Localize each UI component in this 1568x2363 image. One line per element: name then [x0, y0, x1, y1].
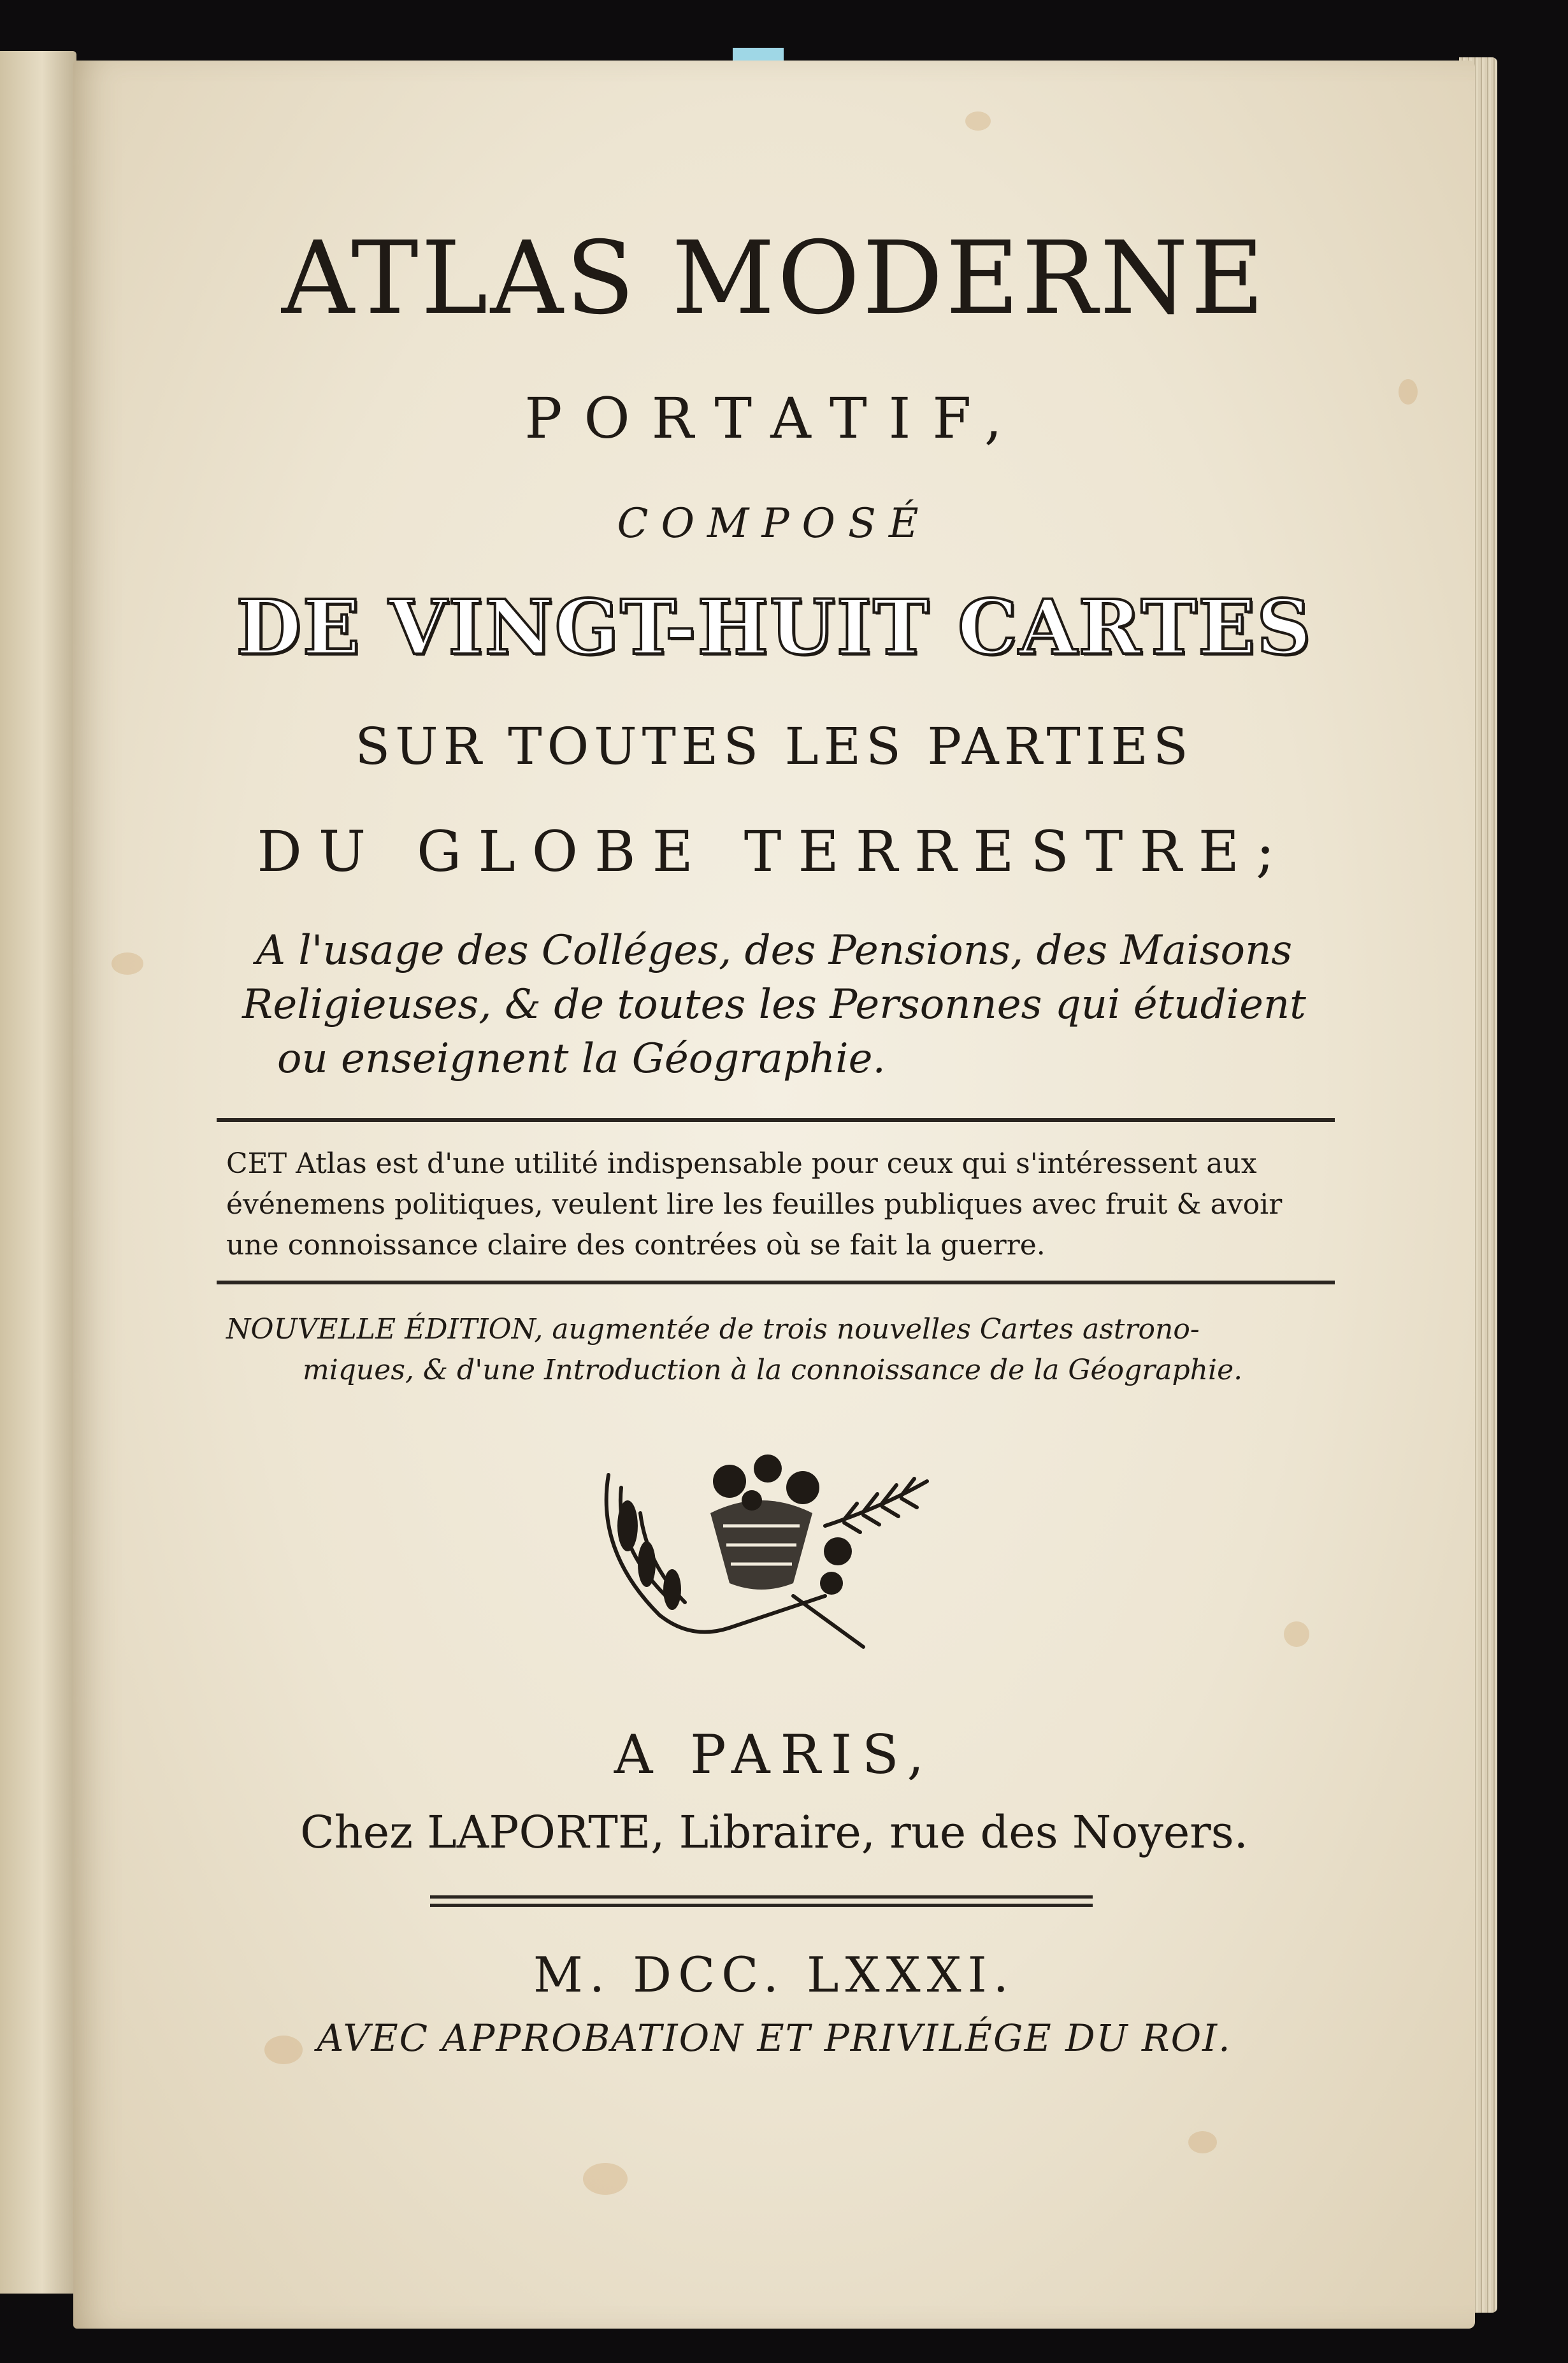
- rule-1: [217, 1118, 1335, 1122]
- parties-line: SUR TOUTES LES PARTIES: [355, 717, 1193, 776]
- compose-line: COMPOSÉ: [617, 500, 931, 547]
- usage-line-3: ou enseignent la Géographie.: [277, 1035, 886, 1082]
- floral-basket-ornament: [583, 1437, 940, 1660]
- privilege-line: AVEC APPROBATION ET PRIVILÉGE DU ROI.: [317, 2016, 1232, 2060]
- facing-page-edge: [0, 51, 76, 2294]
- year-line: M. DCC. LXXXI.: [533, 1946, 1015, 2003]
- title: ATLAS MODERNE: [281, 220, 1267, 337]
- usage-line-2: Religieuses, & de toutes les Personnes qui étudient: [242, 981, 1306, 1028]
- edition-line-2: miques, & d'une Introduction à la connoissance de la Géographie.: [303, 1354, 1243, 1386]
- notice-line-2: événemens politiques, veulent lire les feuilles publiques avec fruit & avoir: [226, 1188, 1283, 1221]
- cartes-line: DE VINGT-HUIT CARTES: [236, 583, 1313, 672]
- edition-line-1: NOUVELLE ÉDITION, augmentée de trois nouvelles Cartes astrono-: [226, 1313, 1200, 1346]
- rule-3: [430, 1895, 1093, 1907]
- edition-paragraph: [226, 1309, 1328, 1391]
- notice-line-1: CET Atlas est d'une utilité indispensable pour ceux qui s'intéressent aux: [226, 1147, 1257, 1180]
- usage-line-1: A l'usage des Colléges, des Pensions, des Maisons: [255, 927, 1293, 974]
- rule-2: [217, 1281, 1335, 1284]
- publisher-line: Chez LAPORTE, Libraire, rue des Noyers.: [300, 1806, 1248, 1858]
- notice-line-3: une connoissance claire des contrées où se fait la guerre.: [226, 1229, 1046, 1261]
- globe-line: DU GLOBE TERRESTRE;: [257, 819, 1291, 884]
- city-line: A PARIS,: [614, 1723, 935, 1786]
- subtitle: PORTATIF,: [524, 385, 1024, 451]
- title-page: [73, 61, 1475, 2329]
- notice-paragraph: [226, 1144, 1328, 1266]
